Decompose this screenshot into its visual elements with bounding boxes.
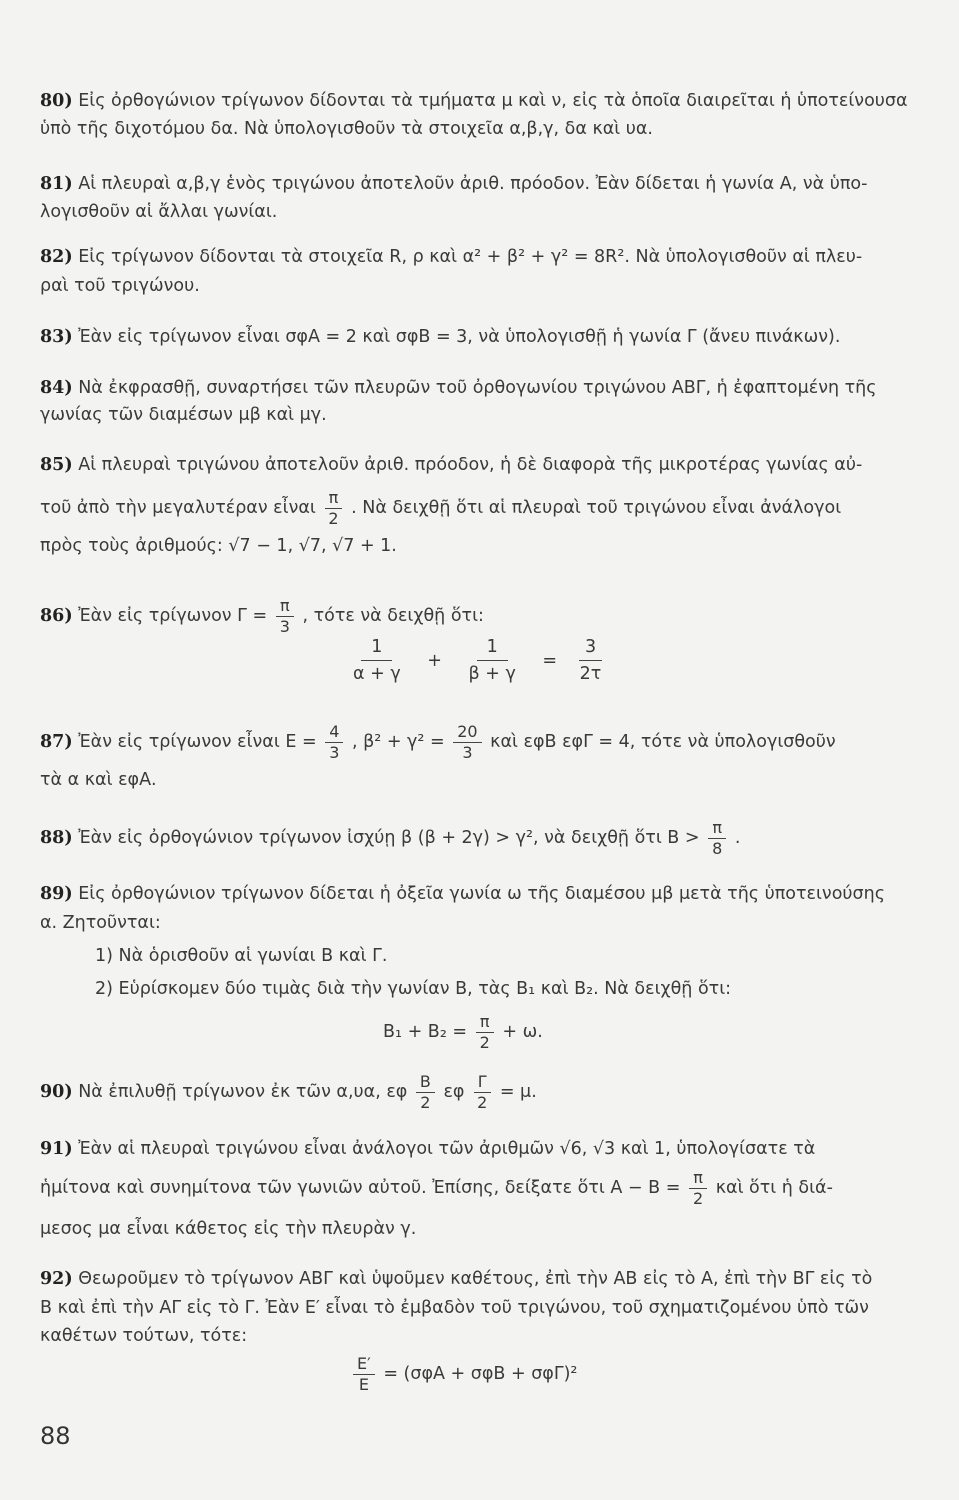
problem-number: 88) [40, 828, 73, 848]
problem-text: Νὰ ἐκφρασθῇ, συναρτήσει τῶν πλευρῶν τοῦ ὀρθογωνίου τριγώνου ΑΒΓ, ἡ ἐφαπτομένη τῆς [78, 378, 877, 398]
problem-number: 82) [40, 247, 73, 267]
numerator: π [708, 819, 726, 839]
numerator: Γ [474, 1073, 491, 1093]
denominator: 3 [329, 742, 340, 762]
problem-85-line-1 [40, 454, 862, 476]
numerator: π [325, 489, 343, 509]
text-part: , τότε νὰ δειχθῇ ὅτι: [302, 606, 484, 626]
problem-87-line-1 [40, 720, 836, 764]
problem-text: Αἱ πλευραὶ α,β,γ ἑνὸς τριγώνου ἀποτελοῦν ἀριθ. πρόοδον. Ἐὰν δίδεται ἡ γωνία Α, νὰ ὑπο- [78, 174, 868, 194]
problem-text: Εἰς τρίγωνον δίδονται τὰ στοιχεῖα R, ρ καὶ α² + β² + γ² = 8R². Νὰ ὑπολογισθοῦν αἱ πλευ- [78, 247, 863, 267]
page-number: 88 [40, 1422, 71, 1450]
text-part: Νὰ ἐπιλυθῇ τρίγωνον ἐκ τῶν α,υα, εφ [78, 1082, 408, 1102]
problem-86-line-1 [40, 594, 484, 638]
problem-91-line-1 [40, 1138, 815, 1160]
problem-number: 90) [40, 1082, 73, 1102]
problem-92-equation [350, 1352, 577, 1396]
text-part: Ἐὰν εἰς ὀρθογώνιον τρίγωνον ἰσχύῃ β (β + 2γ) > γ², νὰ δειχθῇ ὅτι Β > [78, 828, 700, 848]
problem-91-line-2 [40, 1166, 833, 1210]
denominator: 2τ [579, 664, 602, 684]
denominator: 2 [420, 1092, 431, 1112]
problem-84-line-1 [40, 377, 877, 399]
problem-text: Ἐὰν εἰς τρίγωνον εἶναι σφΑ = 2 καὶ σφΒ = 3, νὰ ὑπολογισθῇ ἡ γωνία Γ (ἄνευ πινάκων). [78, 327, 841, 347]
fraction-e-prime-over-e [353, 1355, 375, 1394]
fraction-3-over-2t [574, 636, 608, 685]
fraction-g-over-2 [473, 1073, 491, 1112]
numerator: π [276, 597, 294, 617]
problem-82-line-2: ραὶ τοῦ τριγώνου. [40, 276, 200, 296]
problem-text: Ἐὰν αἱ πλευραὶ τριγώνου εἶναι ἀνάλογοι τῶν ἀριθμῶν √6, √3 καὶ 1, ὑπολογίσατε τὰ [78, 1139, 816, 1159]
problem-89-equation [383, 1010, 543, 1054]
problem-92-line-1 [40, 1268, 872, 1290]
denominator: 3 [279, 616, 290, 636]
fraction-pi-over-8 [708, 819, 726, 858]
numerator: Ε′ [353, 1355, 375, 1375]
text-part: τοῦ ἀπὸ τὴν μεγαλυτέραν εἶναι [40, 498, 316, 518]
problem-80-line-1 [40, 90, 908, 112]
equals-sign: = [542, 650, 558, 671]
problem-number: 91) [40, 1139, 73, 1159]
problem-number: 87) [40, 732, 73, 752]
text-part: Ἐὰν εἰς τρίγωνον εἶναι Ε = [78, 732, 317, 752]
text-part: εφ [443, 1082, 465, 1102]
problem-number: 80) [40, 91, 73, 111]
text-part: = μ. [499, 1082, 537, 1102]
problem-86-equation [340, 636, 610, 685]
fraction-pi-over-2 [324, 489, 342, 528]
text-part: Β₁ + Β₂ = [383, 1022, 468, 1042]
problem-90-line-1 [40, 1070, 537, 1114]
problem-89-line-2: α. Ζητοῦνται: [40, 913, 161, 933]
problem-number: 85) [40, 455, 73, 475]
problem-80-line-2: ὑπὸ τῆς διχοτόμου δα. Νὰ ὑπολογισθοῦν τὰ στοιχεῖα α,β,γ, δα καὶ υα. [40, 119, 653, 139]
numerator: 4 [325, 723, 343, 743]
problem-89-subitem-2: 2) Εὑρίσκομεν δύο τιμὰς διὰ τὴν γωνίαν Β, τὰς Β₁ καὶ Β₂. Νὰ δειχθῇ ὅτι: [95, 979, 732, 999]
problem-84-line-2: γωνίας τῶν διαμέσων μβ καὶ μγ. [40, 405, 327, 425]
text-part: + ω. [502, 1022, 543, 1042]
problem-text: Εἰς ὀρθογώνιον τρίγωνον δίδονται τὰ τμήματα μ καὶ ν, εἰς τὰ ὁποῖα διαιρεῖται ἡ ὑποτείνουσα [78, 91, 908, 111]
problem-83-line-1 [40, 326, 840, 348]
fraction-pi-over-2 [689, 1169, 707, 1208]
denominator: Ε [358, 1374, 369, 1394]
numerator: π [689, 1169, 707, 1189]
text-part: , β² + γ² = [351, 732, 445, 752]
numerator: 20 [453, 723, 481, 743]
problem-85-line-3: πρὸς τοὺς ἀριθμούς: √7 − 1, √7, √7 + 1. [40, 536, 397, 556]
denominator: β + γ [468, 664, 516, 684]
problem-91-line-3: μεσος μα εἶναι κάθετος εἰς τὴν πλευρὰν γ. [40, 1219, 417, 1239]
problem-text: Εἰς ὀρθογώνιον τρίγωνον δίδεται ἡ ὀξεῖα γωνία ω τῆς διαμέσου μβ μετὰ τῆς ὑποτεινούσης [78, 884, 885, 904]
text-part: . [734, 828, 741, 848]
fraction-1-over-b-plus-g [459, 636, 526, 685]
problem-text: Αἱ πλευραὶ τριγώνου ἀποτελοῦν ἀριθ. πρόοδον, ἡ δὲ διαφορὰ τῆς μικροτέρας γωνίας αὐ- [78, 455, 863, 475]
denominator: 2 [328, 508, 339, 528]
denominator: α + γ [353, 664, 401, 684]
fraction-b-over-2 [416, 1073, 435, 1112]
numerator: 1 [477, 636, 508, 661]
problem-text: Θεωροῦμεν τὸ τρίγωνον ΑΒΓ καὶ ὑψοῦμεν καθέτους, ἐπὶ τὴν ΑΒ εἰς τὸ Α, ἐπὶ τὴν ΒΓ εἰς τὸ [78, 1269, 873, 1289]
text-part: καὶ εφΒ εφΓ = 4, τότε νὰ ὑπολογισθοῦν [490, 732, 836, 752]
problem-87-line-2: τὰ α καὶ εφΑ. [40, 770, 157, 790]
fraction-pi-over-2 [476, 1013, 494, 1052]
problem-88-line-1 [40, 816, 740, 860]
text-part: . Νὰ δειχθῇ ὅτι αἱ πλευραὶ τοῦ τριγώνου εἶναι ἀνάλογοι [351, 498, 842, 518]
numerator: π [476, 1013, 494, 1033]
problem-85-line-2 [40, 486, 841, 530]
fraction-4-over-3 [325, 723, 343, 762]
problem-81-line-2: λογισθοῦν αἱ ἄλλαι γωνίαι. [40, 202, 278, 222]
plus-sign: + [427, 650, 442, 671]
text-part: Ἐὰν εἰς τρίγωνον Γ = [78, 606, 268, 626]
numerator: Β [416, 1073, 435, 1093]
text-part: = (σφΑ + σφΒ + σφΓ)² [383, 1364, 578, 1384]
problem-number: 89) [40, 884, 73, 904]
problem-number: 86) [40, 606, 73, 626]
problem-number: 83) [40, 327, 73, 347]
problem-number: 92) [40, 1269, 73, 1289]
problem-82-line-1 [40, 246, 862, 268]
problem-number: 84) [40, 378, 73, 398]
text-part: ἡμίτονα καὶ συνημίτονα τῶν γωνιῶν αὐτοῦ. Ἐπίσης, δείξατε ὅτι Α − Β = [40, 1178, 681, 1198]
problem-92-line-3: καθέτων τούτων, τότε: [40, 1326, 248, 1346]
numerator: 3 [579, 636, 602, 661]
denominator: 2 [692, 1188, 704, 1208]
problem-89-line-1 [40, 883, 885, 905]
denominator: 2 [477, 1092, 488, 1112]
fraction-1-over-a-plus-g [343, 636, 411, 685]
denominator: 2 [479, 1032, 490, 1052]
problem-number: 81) [40, 174, 73, 194]
numerator: 1 [361, 636, 392, 661]
denominator: 3 [462, 742, 473, 762]
problem-92-line-2: Β καὶ ἐπὶ τὴν ΑΓ εἰς τὸ Γ. Ἐὰν Ε′ εἶναι τὸ ἐμβαδὸν τοῦ τριγώνου, τοῦ σχηματιζομένου ὑπὸ τῶν [40, 1298, 869, 1318]
problem-81-line-1 [40, 173, 867, 195]
denominator: 8 [712, 838, 723, 858]
text-part: καὶ ὅτι ἡ διά- [715, 1178, 833, 1198]
problem-89-subitem-1: 1) Νὰ ὁρισθοῦν αἱ γωνίαι Β καὶ Γ. [95, 946, 388, 966]
fraction-pi-over-3 [276, 597, 294, 636]
fraction-20-over-3 [453, 723, 481, 762]
